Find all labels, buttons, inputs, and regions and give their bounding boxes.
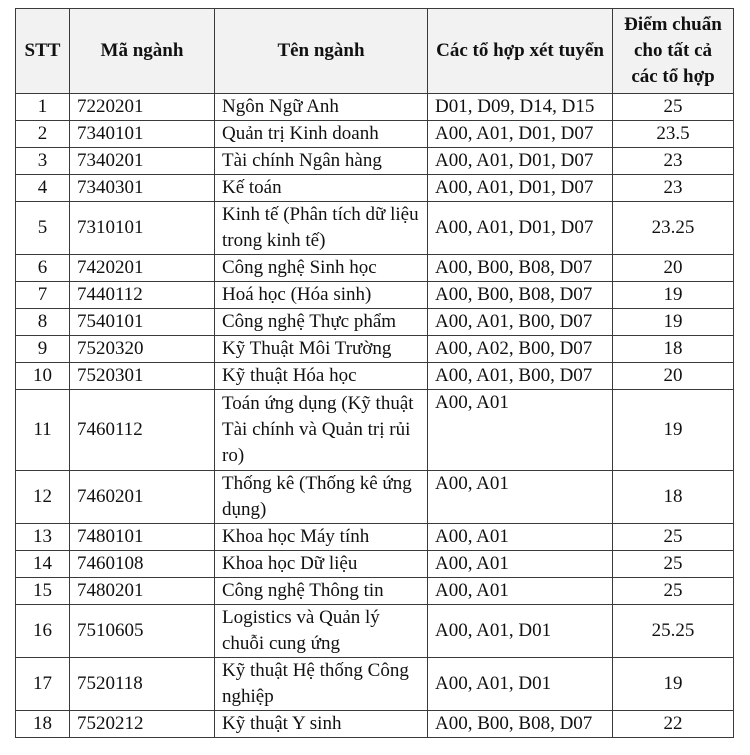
cell-major-name: Ngôn Ngữ Anh: [215, 94, 428, 121]
cell-combinations: A00, B00, B08, D07: [428, 255, 613, 282]
cell-stt: 15: [16, 578, 70, 605]
cell-cutoff-score: 18: [613, 336, 734, 363]
table-row: [16, 336, 734, 363]
cell-combinations: A00, A01, D01: [428, 658, 613, 711]
cell-major-name: Kỹ thuật Hóa học: [215, 363, 428, 390]
cell-major-code: 7340301: [70, 175, 215, 202]
cell-stt: 8: [16, 309, 70, 336]
cell-major-code: 7540101: [70, 309, 215, 336]
cell-major-code: 7460108: [70, 551, 215, 578]
table-row: [16, 175, 734, 202]
cell-cutoff-score: 19: [613, 309, 734, 336]
admission-scores-table: [15, 8, 734, 738]
cell-major-name: Kinh tế (Phân tích dữ liệu trong kinh tế): [215, 202, 428, 255]
cell-cutoff-score: 20: [613, 363, 734, 390]
cell-major-name: Công nghệ Sinh học: [215, 255, 428, 282]
cell-major-name: Khoa học Dữ liệu: [215, 551, 428, 578]
cell-cutoff-score: 23.25: [613, 202, 734, 255]
cell-combinations: A00, A01, D01, D07: [428, 121, 613, 148]
cell-major-code: 7440112: [70, 282, 215, 309]
table-row: [16, 390, 734, 471]
cell-combinations: D01, D09, D14, D15: [428, 94, 613, 121]
cell-major-code: 7310101: [70, 202, 215, 255]
cell-stt: 14: [16, 551, 70, 578]
cell-stt: 13: [16, 524, 70, 551]
header-major-name: Tên ngành: [215, 9, 428, 94]
cell-major-name: Tài chính Ngân hàng: [215, 148, 428, 175]
cell-major-name: Hoá học (Hóa sinh): [215, 282, 428, 309]
cell-stt: 9: [16, 336, 70, 363]
cell-cutoff-score: 25: [613, 94, 734, 121]
cell-stt: 2: [16, 121, 70, 148]
cell-major-name: Thống kê (Thống kê ứng dụng): [215, 471, 428, 524]
cell-cutoff-score: 23: [613, 175, 734, 202]
table-row: [16, 605, 734, 658]
cell-major-code: 7420201: [70, 255, 215, 282]
table-row: [16, 309, 734, 336]
table-row: [16, 94, 734, 121]
cell-major-name: Kỹ thuật Hệ thống Công nghiệp: [215, 658, 428, 711]
cell-cutoff-score: 25: [613, 578, 734, 605]
cell-stt: 12: [16, 471, 70, 524]
cell-major-code: 7460201: [70, 471, 215, 524]
cell-combinations: A00, A01: [428, 390, 613, 471]
cell-stt: 6: [16, 255, 70, 282]
cell-combinations: A00, A01: [428, 578, 613, 605]
cell-cutoff-score: 23.5: [613, 121, 734, 148]
table-row: [16, 578, 734, 605]
cell-cutoff-score: 20: [613, 255, 734, 282]
header-cutoff-score: Điểm chuẩn cho tất cả các tổ hợp: [613, 9, 734, 94]
cell-major-name: Kỹ Thuật Môi Trường: [215, 336, 428, 363]
table-row: [16, 363, 734, 390]
table-row: [16, 551, 734, 578]
table-row: [16, 282, 734, 309]
cell-major-code: 7520118: [70, 658, 215, 711]
table-row: [16, 658, 734, 711]
table-row: [16, 524, 734, 551]
cell-major-code: 7480201: [70, 578, 215, 605]
table-row: [16, 255, 734, 282]
table-row: [16, 148, 734, 175]
cell-major-name: Kỹ thuật Y sinh: [215, 711, 428, 738]
cell-major-code: 7510605: [70, 605, 215, 658]
table-row: [16, 121, 734, 148]
cell-combinations: A00, A01: [428, 551, 613, 578]
cell-combinations: A00, B00, B08, D07: [428, 711, 613, 738]
cell-major-name: Công nghệ Thực phẩm: [215, 309, 428, 336]
cell-combinations: A00, A01: [428, 471, 613, 524]
cell-cutoff-score: 22: [613, 711, 734, 738]
header-major-code: Mã ngành: [70, 9, 215, 94]
cell-cutoff-score: 23: [613, 148, 734, 175]
table-row: [16, 471, 734, 524]
table-row: [16, 711, 734, 738]
cell-stt: 3: [16, 148, 70, 175]
cell-major-code: 7480101: [70, 524, 215, 551]
cell-stt: 11: [16, 390, 70, 471]
cell-stt: 17: [16, 658, 70, 711]
cell-cutoff-score: 19: [613, 390, 734, 471]
cell-stt: 5: [16, 202, 70, 255]
cell-cutoff-score: 25: [613, 524, 734, 551]
cell-combinations: A00, A01, D01, D07: [428, 202, 613, 255]
cell-cutoff-score: 18: [613, 471, 734, 524]
cell-major-code: 7520320: [70, 336, 215, 363]
header-stt: STT: [16, 9, 70, 94]
cell-major-code: 7340201: [70, 148, 215, 175]
cell-combinations: A00, A01, B00, D07: [428, 309, 613, 336]
cell-major-code: 7460112: [70, 390, 215, 471]
cell-combinations: A00, A01: [428, 524, 613, 551]
cell-major-code: 7520301: [70, 363, 215, 390]
cell-stt: 7: [16, 282, 70, 309]
cell-major-name: Toán ứng dụng (Kỹ thuật Tài chính và Quản trị rủi ro): [215, 390, 428, 471]
header-subject-combinations: Các tổ hợp xét tuyển: [428, 9, 613, 94]
cell-combinations: A00, B00, B08, D07: [428, 282, 613, 309]
cell-cutoff-score: 19: [613, 282, 734, 309]
cell-combinations: A00, A01, D01, D07: [428, 148, 613, 175]
cell-stt: 18: [16, 711, 70, 738]
cell-major-code: 7340101: [70, 121, 215, 148]
cell-cutoff-score: 25.25: [613, 605, 734, 658]
cell-major-code: 7220201: [70, 94, 215, 121]
cell-major-name: Quản trị Kinh doanh: [215, 121, 428, 148]
cell-major-name: Khoa học Máy tính: [215, 524, 428, 551]
cell-stt: 10: [16, 363, 70, 390]
cell-major-name: Kế toán: [215, 175, 428, 202]
cell-combinations: A00, A01, D01: [428, 605, 613, 658]
cell-cutoff-score: 19: [613, 658, 734, 711]
cell-stt: 1: [16, 94, 70, 121]
cell-stt: 16: [16, 605, 70, 658]
cell-major-name: Logistics và Quản lý chuỗi cung ứng: [215, 605, 428, 658]
cell-combinations: A00, A01, B00, D07: [428, 363, 613, 390]
table-header-row: [16, 9, 734, 94]
cell-stt: 4: [16, 175, 70, 202]
cell-combinations: A00, A02, B00, D07: [428, 336, 613, 363]
table-row: [16, 202, 734, 255]
cell-major-code: 7520212: [70, 711, 215, 738]
cell-cutoff-score: 25: [613, 551, 734, 578]
cell-combinations: A00, A01, D01, D07: [428, 175, 613, 202]
cell-major-name: Công nghệ Thông tin: [215, 578, 428, 605]
